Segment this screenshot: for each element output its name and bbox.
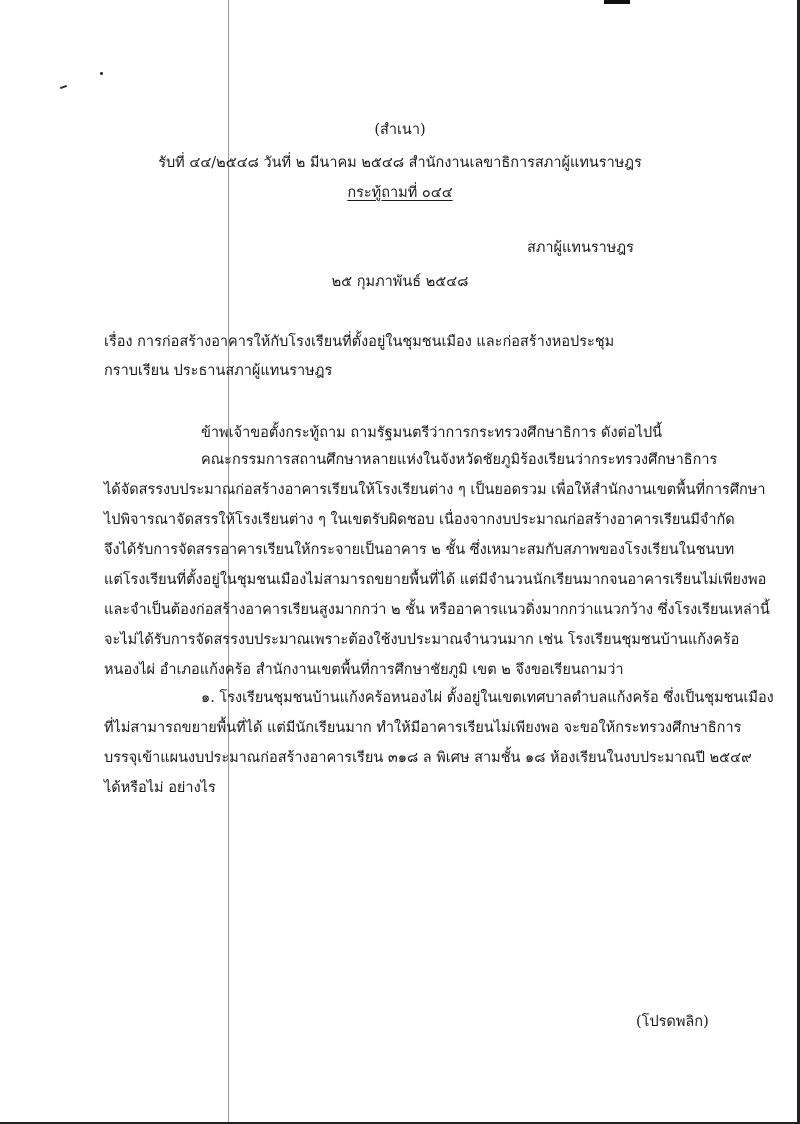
scan-speck bbox=[60, 85, 67, 89]
scan-mark bbox=[604, 0, 630, 4]
body-line: ข้าพเจ้าขอตั้งกระทู้ถาม ถามรัฐมนตรีว่าการกระทรวงศึกษาธิการ ดังต่อไปนี้ bbox=[201, 425, 663, 441]
body-line: จึงได้รับการจัดสรรอาคารเรียนให้กระจายเป็นอาคาร ๒ ชั้น ซึ่งเหมาะสมกับสภาพของโรงเรียนในชนบท bbox=[104, 542, 735, 558]
body-line: คณะกรรมการสถานศึกษาหลายแห่งในจังหวัดชัยภูมิร้องเรียนว่ากระทรวงศึกษาธิการ bbox=[201, 452, 718, 468]
body-line: หนองไผ่ อำเภอแก้งคร้อ สำนักงานเขตพื้นที่การศึกษาชัยภูมิ เขต ๒ จึงขอเรียนถามว่า bbox=[104, 662, 624, 678]
body-line: จะไม่ได้รับการจัดสรรงบประมาณเพราะต้องใช้งบประมาณจำนวนมาก เช่น โรงเรียนชุมชนบ้านแก้งคร้อ bbox=[104, 632, 740, 648]
salutation: กราบเรียน ประธานสภาผู้แทนราษฎร bbox=[104, 363, 333, 379]
body-line: ไปพิจารณาจัดสรรให้โรงเรียนต่าง ๆ ในเขตรับผิดชอบ เนื่องจากงบประมาณก่อสร้างอาคารเรียนมีจำกัด bbox=[104, 512, 735, 528]
body-line: บรรจุเข้าแผนงบประมาณก่อสร้างอาคารเรียน ๓๑๘ ล พิเศษ สามชั้น ๑๘ ห้องเรียนในงบประมาณปี ๒๕๔๙ bbox=[104, 750, 752, 766]
question-number: กระทู้ถามที่ ๐๔๔ bbox=[347, 185, 453, 201]
organization: สภาผู้แทนราษฎร bbox=[527, 240, 634, 256]
body-line: แต่โรงเรียนที่ตั้งอยู่ในชุมชนเมืองไม่สามารถขยายพื้นที่ได้ แต่มีจำนวนนักเรียนมากจนอาคารเรียนไม่เพียงพอ bbox=[104, 572, 767, 588]
body-line: ๑. โรงเรียนชุมชนบ้านแก้งคร้อหนองไผ่ ตั้งอยู่ในเขตเทศบาลตำบลแก้งคร้อ ซึ่งเป็นชุมชนเมือง bbox=[201, 690, 774, 706]
scan-speck bbox=[100, 72, 103, 75]
page-footer: (โปรดพลิก) bbox=[636, 1014, 709, 1030]
document-date: ๒๕ กุมภาพันธ์ ๒๕๔๘ bbox=[331, 274, 469, 290]
subject-line: เรื่อง การก่อสร้างอาคารให้กับโรงเรียนที่ตั้งอยู่ในชุมชนเมือง และก่อสร้างหอประชุม bbox=[104, 334, 615, 350]
body-line: และจำเป็นต้องก่อสร้างอาคารเรียนสูงมากกว่า ๒ ชั้น หรืออาคารแนวดิ่งมากกว่าแนวกว้าง ซึ่งโรงเรียนเหล่านี้ bbox=[104, 602, 770, 618]
receipt-line: รับที่ ๔๔/๒๕๔๘ วันที่ ๒ มีนาคม ๒๕๔๘ สำนักงานเลขาธิการสภาผู้แทนราษฎร bbox=[158, 155, 642, 171]
body-line: ได้จัดสรรงบประมาณก่อสร้างอาคารเรียนให้โรงเรียนต่าง ๆ เป็นยอดรวม เพื่อให้สำนักงานเขตพื้นที่การศึกษา bbox=[104, 482, 766, 498]
copy-mark: (สำเนา) bbox=[374, 122, 426, 138]
body-line: ได้หรือไม่ อย่างไร bbox=[104, 780, 216, 796]
body-line: ที่ไม่สามารถขยายพื้นที่ได้ แต่มีนักเรียนมาก ทำให้มีอาคารเรียนไม่เพียงพอ จะขอให้กระทรวงศึกษาธิการ bbox=[104, 720, 742, 736]
